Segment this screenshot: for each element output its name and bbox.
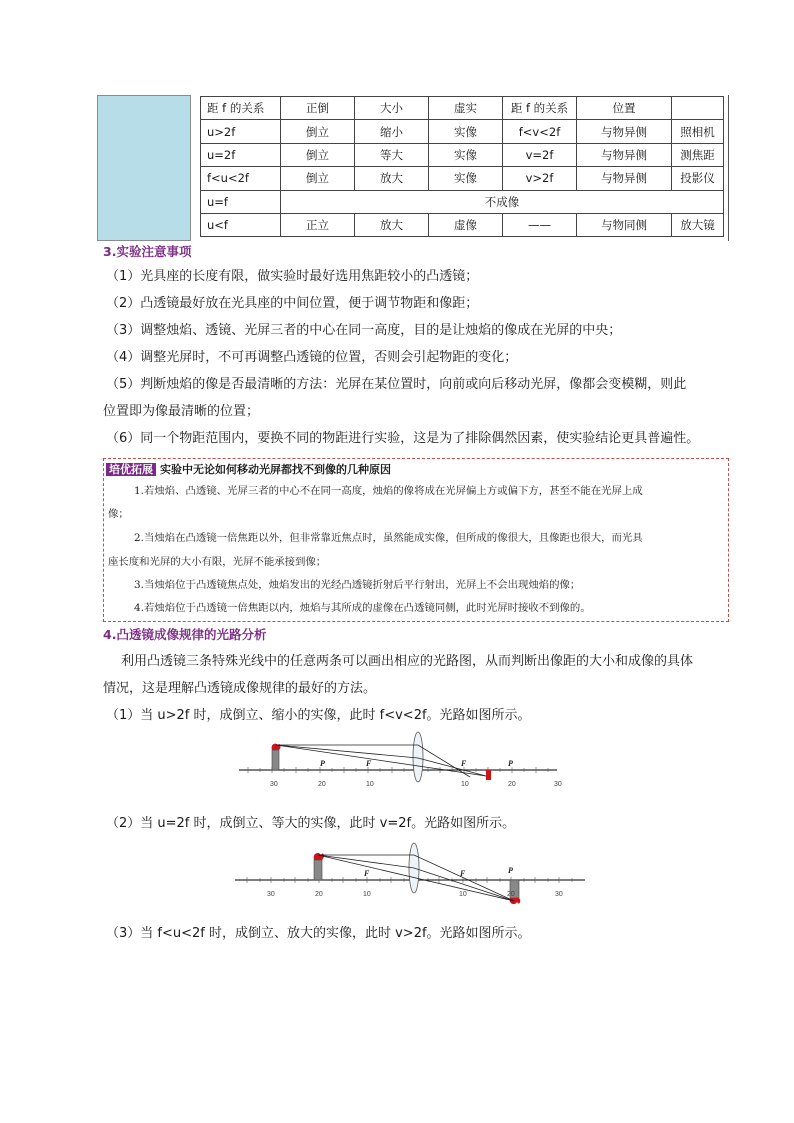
tick-label: 30: [267, 891, 275, 898]
tick-label: 10: [363, 891, 371, 898]
table-row: [201, 120, 724, 143]
table-cell: 等大: [355, 143, 429, 166]
paragraph: （1）当 u>2f 时，成倒立、缩小的实像，此时 f<v<2f。光路如图所示。: [106, 708, 531, 723]
table-cell: v=2f: [503, 143, 577, 166]
table-cell: 照相机: [672, 120, 724, 143]
tick-label: 20: [315, 891, 323, 898]
label-F: F: [366, 759, 372, 768]
table-cell: 大小: [355, 97, 429, 120]
table-cell: 实像: [429, 120, 503, 143]
tip-line: 座长度和光屏的大小有限，光屏不能承接到像；: [108, 556, 327, 568]
table-cell: 倒立: [281, 120, 355, 143]
tip-line: 2.当烛焰在凸透镜一倍焦距以外，但非常靠近焦点时，虽然能成实像，但所成的像很大，且像距也很大，而光具: [134, 532, 643, 544]
tip-title: [106, 461, 391, 477]
section-3-title: 3.实验注意事项: [103, 244, 192, 259]
table-cell: 虚像: [429, 213, 503, 236]
imaging-rules-table: [200, 96, 724, 237]
tick-label: 30: [555, 891, 563, 898]
tip-badge: 培优拓展: [106, 463, 156, 476]
candle: [272, 750, 279, 770]
table-cell: [672, 97, 724, 120]
table-cell: 与物异侧: [577, 143, 672, 166]
table-cell: 正倒: [281, 97, 355, 120]
paragraph: 位置即为像最清晰的位置；: [103, 404, 260, 419]
label-F: F: [460, 869, 466, 878]
section-4-title: 4.凸透镜成像规律的光路分析: [103, 627, 267, 642]
table-cell: 倒立: [281, 167, 355, 190]
table-cell: 距 f 的关系: [503, 97, 577, 120]
paragraph: （2）凸透镜最好放在光具座的中间位置，便于调节物距和像距；: [106, 296, 479, 311]
tick-label: 30: [270, 781, 278, 788]
ray-diagram-1: [236, 730, 560, 796]
tip-line: 3.当烛焰位于凸透镜焦点处，烛焰发出的光经凸透镜折射后平行射出，光屏上不会出现烛焰的像；: [134, 579, 581, 591]
table-cell: u=2f: [201, 143, 281, 166]
table-row: [201, 143, 724, 166]
convex-lens: [413, 732, 423, 782]
table-cell: u=f: [201, 190, 281, 213]
table-cell: 与物异侧: [577, 120, 672, 143]
ray-diagram-2: [232, 838, 588, 904]
paragraph: 情况，这是理解凸透镜成像规律的最好的方法。: [103, 681, 377, 696]
table-cell: f<u<2f: [201, 167, 281, 190]
tick-label: 30: [554, 781, 562, 788]
table-row: [201, 190, 724, 213]
label-P: P: [320, 759, 325, 768]
label-F: F: [364, 869, 370, 878]
table-cell: 位置: [577, 97, 672, 120]
paragraph: （6）同一个物距范围内，要换不同的物距进行实验，这是为了排除偶然因素，使实验结论更具普遍性。: [106, 431, 700, 446]
tick-label: 20: [318, 781, 326, 788]
paragraph: （4）调整光屏时，不可再调整凸透镜的位置，否则会引起物距的变化；: [106, 350, 518, 365]
table-cell: v>2f: [503, 167, 577, 190]
paragraph: （3）调整烛焰、透镜、光屏三者的中心在同一高度，目的是让烛焰的像成在光屏的中央；: [106, 323, 622, 338]
table-cell: 实像: [429, 167, 503, 190]
tick-label: 10: [366, 781, 374, 788]
flame: [272, 744, 281, 750]
label-P: P: [508, 866, 513, 875]
table-cell: 与物同侧: [577, 213, 672, 236]
label-F: F: [461, 759, 467, 768]
table-cell: 实像: [429, 143, 503, 166]
image-flame: [510, 898, 521, 904]
table-row: [201, 167, 724, 190]
candle: [314, 860, 322, 880]
tip-heading: 实验中无论如何移动光屏都找不到像的几种原因: [160, 463, 391, 476]
table-cell: 倒立: [281, 143, 355, 166]
table-row: [201, 213, 724, 236]
tick-label: 10: [459, 891, 467, 898]
table-cell: 正立: [281, 213, 355, 236]
table-side-cell: [97, 95, 191, 241]
tip-line: 4.若烛焰位于凸透镜一倍焦距以内，烛焰与其所成的虚像在凸透镜同侧，此时光屏时接收不到像的。: [134, 602, 591, 614]
table-cell: u>2f: [201, 120, 281, 143]
tick-label: 20: [508, 781, 516, 788]
paragraph: 利用凸透镜三条特殊光线中的任意两条可以画出相应的光路图，从而判断出像距的大小和成像的具体: [121, 654, 694, 669]
paragraph: （3）当 f<u<2f 时，成倒立、放大的实像，此时 v>2f。光路如图所示。: [106, 926, 531, 941]
tip-line: 像；: [108, 508, 129, 520]
flame: [314, 853, 324, 860]
paragraph: （5）判断烛焰的像是否最清晰的方法：光屏在某位置时，向前或向后移动光屏，像都会变模糊，则此: [106, 377, 687, 392]
table-cell: 测焦距: [672, 143, 724, 166]
tip-line: 1.若烛焰、凸透镜、光屏三者的中心不在同一高度，烛焰的像将成在光屏偏上方或偏下方，甚至不能在光屏上成: [134, 485, 643, 497]
table-header-row: [201, 97, 724, 120]
image-mark: [486, 770, 491, 780]
paragraph: （1）光具座的长度有限，做实验时最好选用焦距较小的凸透镜；: [106, 269, 479, 284]
table-cell-merged: 不成像: [281, 190, 724, 213]
table-cell: 虚实: [429, 97, 503, 120]
table-cell: 与物异侧: [577, 167, 672, 190]
label-P: P: [508, 759, 513, 768]
table-cell: 投影仪: [672, 167, 724, 190]
table-cell: 放大镜: [672, 213, 724, 236]
table-cell: 放大: [355, 213, 429, 236]
table-cell: 距 f 的关系: [201, 97, 281, 120]
paragraph: （2）当 u=2f 时，成倒立、等大的实像，此时 v=2f。光路如图所示。: [106, 816, 516, 831]
table-cell: u<f: [201, 213, 281, 236]
tick-label: 20: [507, 891, 515, 898]
tick-label: 10: [461, 781, 469, 788]
table-cell: 放大: [355, 167, 429, 190]
table-cell: ——: [503, 213, 577, 236]
table-cell: f<v<2f: [503, 120, 577, 143]
table-cell: 缩小: [355, 120, 429, 143]
